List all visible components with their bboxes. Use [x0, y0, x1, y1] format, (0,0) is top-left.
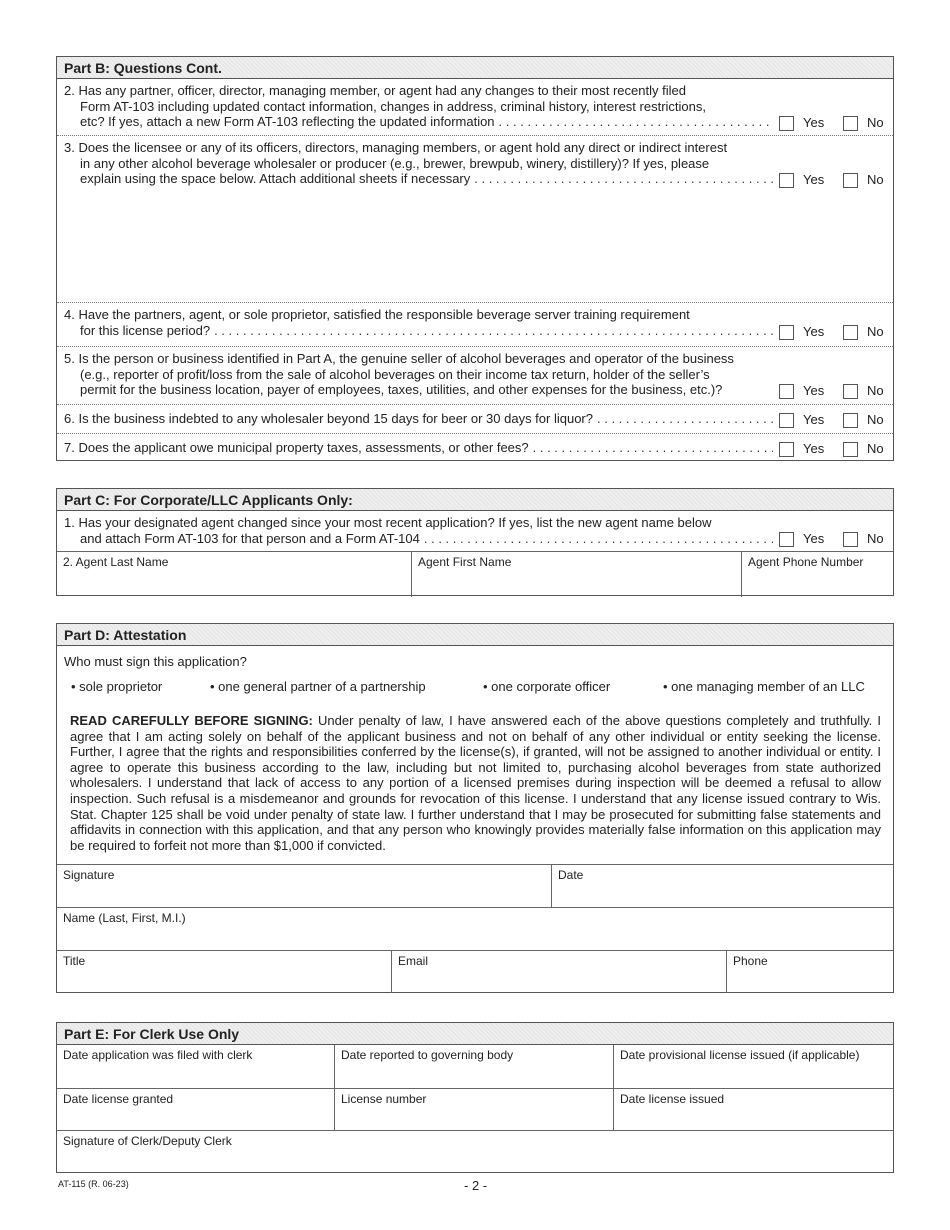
- part-b-header: Part B: Questions Cont.: [57, 57, 893, 79]
- yes-checkbox[interactable]: [779, 384, 794, 399]
- field-label: Date application was filed with clerk: [63, 1048, 253, 1062]
- question-text: 6. Is the business indebted to any wholesaler beyond 15 days for beer or 30 days for liquor?: [64, 411, 593, 426]
- yes-label: Yes: [803, 323, 825, 339]
- question-text: in any other alcohol beverage wholesaler or producer (e.g., brewer, brewpub, winery, distillery)? If yes, please: [80, 155, 710, 171]
- question-3: [57, 135, 893, 302]
- clerk-row-1: [57, 1045, 893, 1088]
- yes-checkbox[interactable]: [779, 173, 794, 188]
- bullet-corporate-officer: • one corporate officer: [483, 679, 611, 694]
- yes-label: Yes: [803, 531, 825, 546]
- question-line: [64, 351, 773, 367]
- question-line: [64, 171, 773, 187]
- yes-no-group: [771, 324, 885, 340]
- yes-checkbox[interactable]: [779, 532, 794, 547]
- title-field[interactable]: [57, 951, 391, 993]
- field-label: Date license issued: [620, 1092, 725, 1106]
- part-b-section: [56, 56, 894, 461]
- question-text: for this license period?: [80, 322, 211, 338]
- part-e-section: [56, 1022, 894, 1173]
- agent-fields-row: [57, 551, 893, 596]
- no-checkbox[interactable]: [843, 325, 858, 340]
- question-line: [64, 83, 773, 99]
- attestation-text: Under penalty of law, I have answered each of the above questions completely and truthfully. I agree that I am acting solely on behalf of the applicant business and not on behalf of any other individual or entity seeking the license. Further, I agree that the rights and responsibilities conferred by the license(s), if granted, will not be assigned to another individual or entity. I agree to operate this business according to the law, including but not limited to, purchasing alcohol beverages from state authorized wholesalers. I understand that lack of access to any portion of a licensed premises during inspection will be deemed a refusal to allow inspection. Such refusal is a misdemeanor and grounds for revocation of this license. I understand that any license issued contrary to Wis. Stat. Chapter 125 shall be void under penalty of state law. I further understand that I may be prosecuted for submitting false statements and affidavits in connection with this application, and that any person who knowingly provides materially false information on this application may be required to forfeit not more than $1,000 if convicted.: [70, 713, 881, 853]
- question-text: explain using the space below. Attach additional sheets if necessary: [80, 171, 471, 186]
- agent-phone-field[interactable]: [741, 552, 893, 597]
- no-checkbox[interactable]: [843, 116, 858, 131]
- form-id: AT-115 (R. 06-23): [58, 1179, 129, 1189]
- yes-no-group: [771, 115, 885, 131]
- yes-label: Yes: [803, 383, 825, 398]
- no-label: No: [867, 172, 884, 187]
- question-line: 1. Has your designated agent changed since your most recent application? If yes, list the new agent name below: [64, 515, 712, 530]
- no-checkbox[interactable]: [843, 384, 858, 399]
- yes-no-group: [771, 383, 885, 399]
- clerk-row-3: [57, 1130, 893, 1173]
- question-line: [64, 156, 773, 172]
- yes-checkbox[interactable]: [779, 116, 794, 131]
- question-line: [64, 323, 773, 339]
- bullet-managing-member: • one managing member of an LLC: [663, 679, 865, 694]
- question-line: [64, 114, 773, 130]
- question-4: [57, 302, 893, 346]
- field-label: Email: [398, 954, 429, 968]
- question-text: 2. Has any partner, officer, director, managing member, or agent had any changes to their most recently filed: [64, 83, 686, 98]
- question-7: [57, 433, 893, 461]
- field-label: Agent First Name: [418, 555, 512, 569]
- signature-row: [57, 864, 893, 907]
- email-field[interactable]: [391, 951, 726, 993]
- no-checkbox[interactable]: [843, 442, 858, 457]
- date-filed-field[interactable]: [57, 1045, 334, 1088]
- agent-last-name-field[interactable]: [57, 552, 411, 597]
- question-line: [64, 382, 773, 398]
- attestation-paragraph: [70, 713, 881, 853]
- yes-no-group: [771, 441, 885, 457]
- yes-checkbox[interactable]: [779, 325, 794, 340]
- bullet-sole-proprietor: • sole proprietor: [71, 679, 163, 694]
- clerk-signature-field[interactable]: [57, 1131, 893, 1173]
- field-label: Agent Phone Number: [748, 555, 864, 569]
- no-label: No: [867, 383, 884, 398]
- no-label: No: [867, 412, 884, 427]
- question-text: 5. Is the person or business identified in Part A, the genuine seller of alcohol beverages and operator of the business: [64, 351, 734, 366]
- date-provisional-field[interactable]: [613, 1045, 893, 1088]
- agent-first-name-field[interactable]: [411, 552, 741, 597]
- no-checkbox[interactable]: [843, 413, 858, 428]
- field-label: Name (Last, First, M.I.): [63, 911, 186, 925]
- yes-checkbox[interactable]: [779, 413, 794, 428]
- date-granted-field[interactable]: [57, 1089, 334, 1131]
- question-5: [57, 346, 893, 404]
- no-label: No: [867, 441, 884, 456]
- question-6: [57, 404, 893, 433]
- field-label: Signature of Clerk/Deputy Clerk: [63, 1134, 232, 1148]
- field-label: License number: [341, 1092, 427, 1106]
- yes-label: Yes: [803, 115, 825, 130]
- part-d-header: Part D: Attestation: [57, 624, 893, 646]
- field-label: Title: [63, 954, 86, 968]
- bullet-general-partner: • one general partner of a partnership: [210, 679, 426, 694]
- page-number: - 2 -: [464, 1178, 488, 1193]
- field-label: 2. Agent Last Name: [63, 555, 169, 569]
- field-label: Signature: [63, 868, 115, 882]
- name-row: [57, 907, 893, 950]
- license-number-field[interactable]: [334, 1089, 613, 1131]
- date-field[interactable]: [551, 865, 893, 907]
- field-label: Date license granted: [63, 1092, 174, 1106]
- no-checkbox[interactable]: [843, 173, 858, 188]
- question-text: (e.g., reporter of profit/loss from the sale of alcohol beverages on their income tax return, holder of the seller’s: [80, 366, 710, 382]
- question-2: [57, 79, 893, 135]
- question-line: and attach Form AT-103 for that person and a Form AT-104: [80, 530, 420, 546]
- no-checkbox[interactable]: [843, 532, 858, 547]
- phone-field[interactable]: [726, 951, 893, 993]
- question-line: [64, 367, 773, 383]
- no-label: No: [867, 531, 884, 546]
- question-text: 7. Does the applicant owe municipal property taxes, assessments, or other fees?: [64, 440, 529, 455]
- name-field[interactable]: [57, 908, 893, 950]
- who-must-sign: Who must sign this application?: [64, 654, 247, 669]
- yes-label: Yes: [803, 441, 825, 456]
- yes-no-group: [771, 172, 885, 188]
- question-text: 4. Have the partners, agent, or sole proprietor, satisfied the responsible beverage server training requirement: [64, 307, 690, 322]
- question-text: etc? If yes, attach a new Form AT-103 reflecting the updated information: [80, 114, 495, 129]
- part-c-section: [56, 488, 894, 596]
- signature-field[interactable]: [57, 865, 551, 907]
- question-line: [64, 99, 773, 115]
- part-c-header: Part C: For Corporate/LLC Applicants Only:: [57, 489, 893, 511]
- yes-no-group: [771, 531, 885, 547]
- no-label: No: [867, 115, 884, 130]
- question-line: [64, 140, 773, 156]
- clerk-row-2: [57, 1088, 893, 1130]
- part-d-section: [56, 623, 894, 993]
- question-text: Form AT-103 including updated contact information, changes in address, criminal history, interest restrictions,: [80, 98, 706, 114]
- date-issued-field[interactable]: [613, 1089, 893, 1131]
- yes-label: Yes: [803, 412, 825, 427]
- field-label: Date reported to governing body: [341, 1048, 514, 1062]
- field-label: Date provisional license issued (if applicable): [620, 1048, 860, 1062]
- field-label: Phone: [733, 954, 768, 968]
- yes-no-group: [771, 412, 885, 428]
- part-e-header: Part E: For Clerk Use Only: [57, 1023, 893, 1045]
- question-line: [64, 307, 773, 323]
- no-label: No: [867, 323, 884, 339]
- yes-label: Yes: [803, 172, 825, 187]
- field-label: Date: [558, 868, 584, 882]
- question-text: 3. Does the licensee or any of its officers, directors, managing members, or agent hold any direct or indirect interest: [64, 140, 728, 155]
- question-line: [64, 411, 773, 427]
- read-carefully-label: READ CAREFULLY BEFORE SIGNING:: [70, 713, 313, 728]
- question-line: [64, 440, 773, 456]
- question-text: permit for the business location, payer of employees, taxes, utilities, and other expenses for the business, etc.)?: [80, 382, 723, 397]
- title-row: [57, 950, 893, 993]
- date-reported-field[interactable]: [334, 1045, 613, 1088]
- question-c1: [57, 511, 893, 551]
- yes-checkbox[interactable]: [779, 442, 794, 457]
